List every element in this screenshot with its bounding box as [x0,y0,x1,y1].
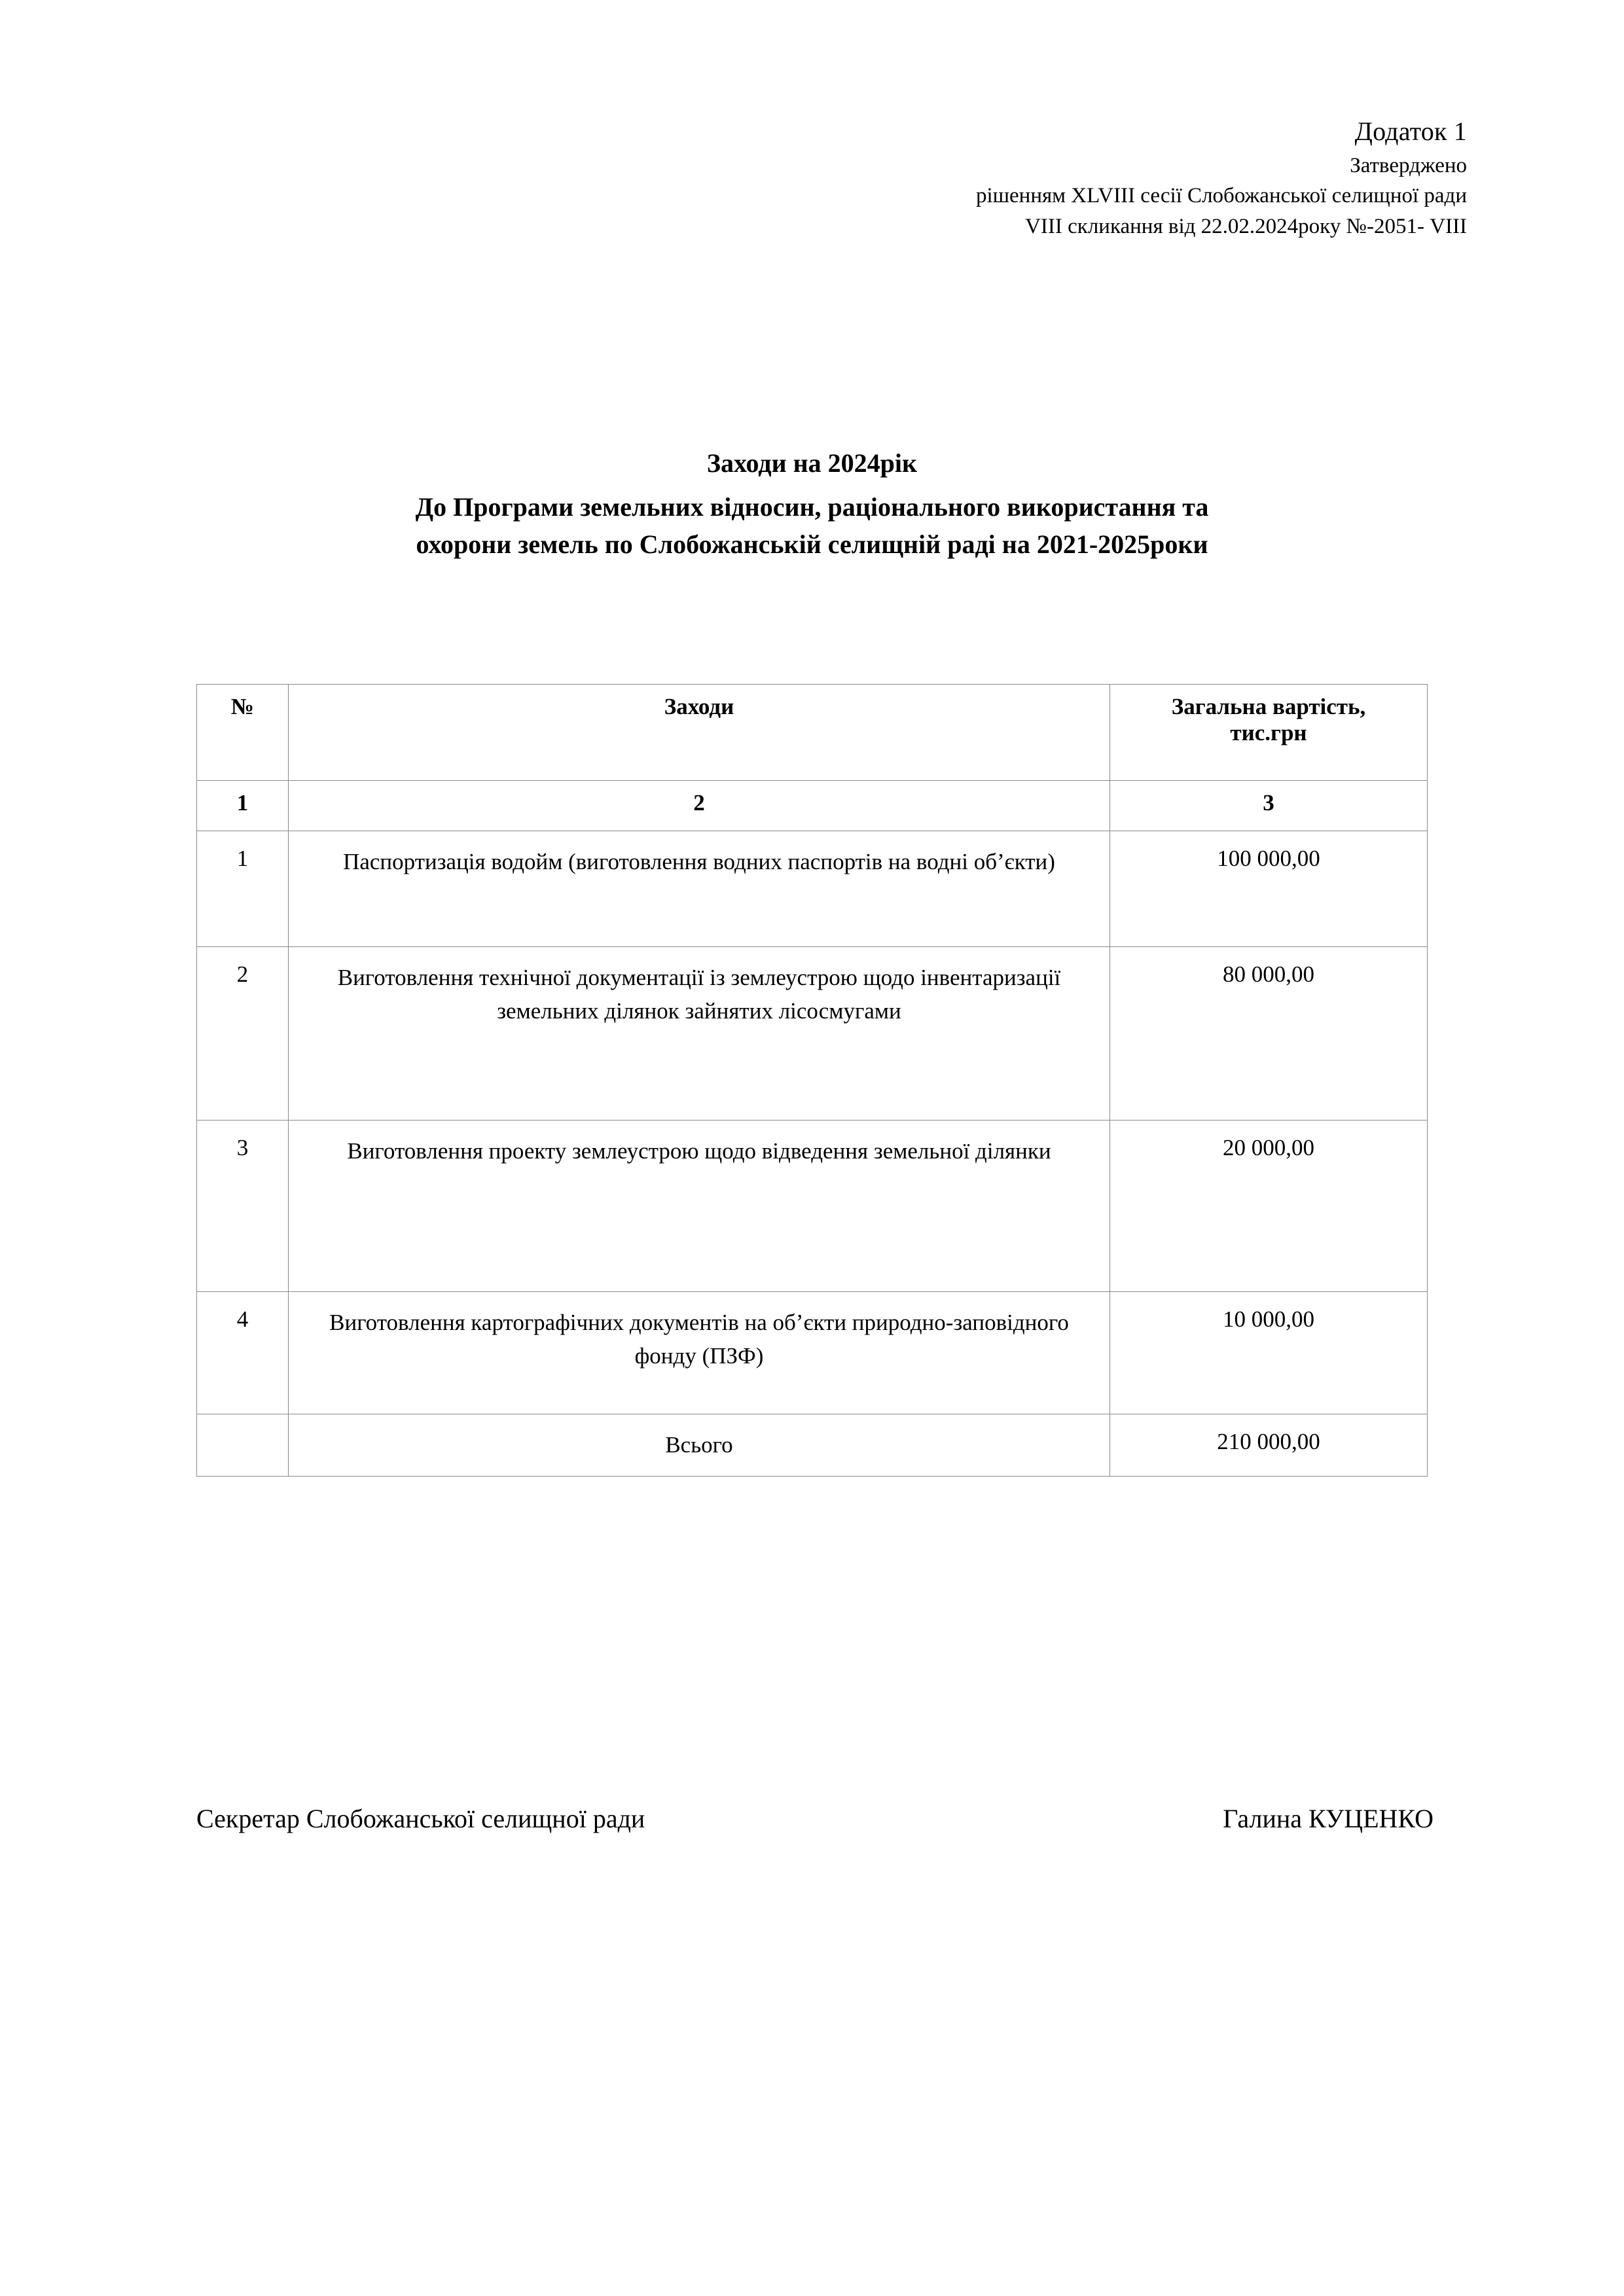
decision-line: рішенням XLVIII сесії Слобожанської селищної ради [975,184,1467,208]
table-row [197,831,1428,947]
appendix-label: Додаток 1 [1354,117,1467,146]
total-label: Всього [289,1414,1110,1477]
header-total-cost-line2: тис.грн [1230,720,1307,745]
row-cost: 20 000,00 [1110,1121,1428,1292]
table-row [197,1121,1428,1292]
row-cost: 10 000,00 [1110,1292,1428,1414]
row-description: Паспортизація водойм (виготовлення водних паспортів на водні об’єкти) [289,831,1110,947]
convocation-line: VIII скликання від 22.02.2024року №-2051- VIII [1025,214,1467,238]
title-line-3: охорони земель по Слобожанській селищній раді на 2021-2025роки [416,529,1208,559]
table-body [197,831,1428,1477]
title-line-2: До Програми земельних відносин, раціонального використання та [415,492,1209,522]
header-total-cost [1110,685,1428,781]
row-description: Виготовлення картографічних документів на об’єкти природно-заповідного фонду (ПЗФ) [289,1292,1110,1414]
document-header [976,115,1467,240]
table-total-row [197,1414,1428,1477]
table-row [197,1292,1428,1414]
table-header-row [197,685,1428,781]
row-description: Виготовлення проекту землеустрою щодо відведення земельної ділянки [289,1121,1110,1292]
total-cost: 210 000,00 [1110,1414,1428,1477]
row-index: 3 [197,1121,289,1292]
header-total-cost-line1: Загальна вартість, [1171,694,1366,719]
table-column-numbers-row [197,781,1428,831]
page-title [0,445,1624,563]
row-index: 2 [197,947,289,1121]
signature-position: Секретар Слобожанської селищної ради [196,1804,645,1833]
measures-table [196,684,1428,1477]
header-number: № [197,685,289,781]
title-line-1: Заходи на 2024рік [706,448,918,478]
table-row [197,947,1428,1121]
column-number-3: 3 [1110,781,1428,831]
table-head [197,685,1428,831]
total-index [197,1414,289,1477]
row-cost: 100 000,00 [1110,831,1428,947]
row-cost: 80 000,00 [1110,947,1428,1121]
row-index: 1 [197,831,289,947]
row-index: 4 [197,1292,289,1414]
header-measures: Заходи [289,685,1110,781]
signature-block [196,1803,1434,1834]
row-description: Виготовлення технічної документації із землеустрою щодо інвентаризації земельних ділянок зайнятих лісосмугами [289,947,1110,1121]
column-number-1: 1 [197,781,289,831]
approved-label: Затверджено [1350,154,1467,178]
column-number-2: 2 [289,781,1110,831]
signature-name: Галина КУЦЕНКО [1223,1804,1434,1833]
measures-table-wrapper [196,684,1427,1477]
